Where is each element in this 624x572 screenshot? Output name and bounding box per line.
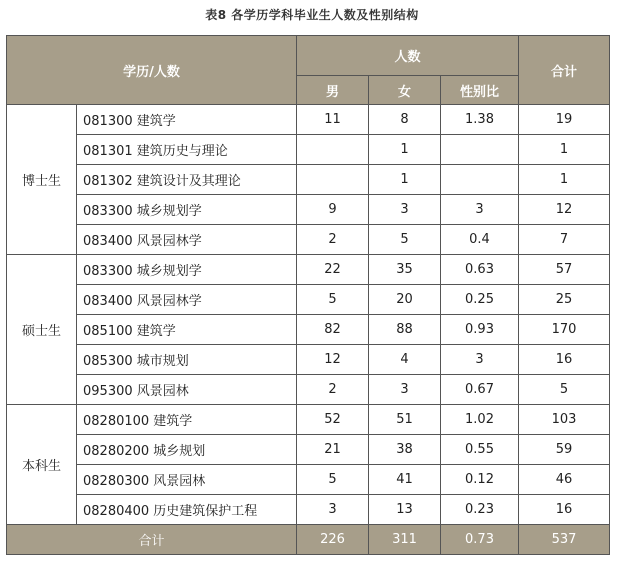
total-ratio: 0.73 <box>441 525 519 555</box>
graduates-table <box>6 35 610 555</box>
female-cell: 88 <box>369 315 441 345</box>
total-cell: 19 <box>519 105 610 135</box>
major-cell: 083300 城乡规划学 <box>77 195 297 225</box>
ratio-cell: 3 <box>441 345 519 375</box>
major-cell: 081300 建筑学 <box>77 105 297 135</box>
total-cell: 16 <box>519 495 610 525</box>
ratio-cell: 0.63 <box>441 255 519 285</box>
header-female: 女 <box>369 76 441 105</box>
total-row <box>7 525 610 555</box>
major-cell: 083400 风景园林学 <box>77 225 297 255</box>
table-title: 表8 各学历学科毕业生人数及性别结构 <box>205 8 419 22</box>
ratio-cell: 3 <box>441 195 519 225</box>
table-row <box>7 165 610 195</box>
ratio-cell <box>441 165 519 195</box>
female-cell: 3 <box>369 195 441 225</box>
major-cell: 085300 城市规划 <box>77 345 297 375</box>
total-cell: 57 <box>519 255 610 285</box>
total-male: 226 <box>297 525 369 555</box>
total-cell: 1 <box>519 165 610 195</box>
major-cell: 083300 城乡规划学 <box>77 255 297 285</box>
table-row <box>7 375 610 405</box>
header-ratio: 性别比 <box>441 76 519 105</box>
header-total: 合计 <box>519 36 610 105</box>
total-cell: 12 <box>519 195 610 225</box>
ratio-cell: 0.93 <box>441 315 519 345</box>
female-cell: 13 <box>369 495 441 525</box>
male-cell <box>297 135 369 165</box>
major-cell: 08280400 历史建筑保护工程 <box>77 495 297 525</box>
table-row <box>7 255 610 285</box>
ratio-cell: 0.55 <box>441 435 519 465</box>
female-cell: 1 <box>369 135 441 165</box>
degree-cell: 硕士生 <box>7 255 77 405</box>
female-cell: 38 <box>369 435 441 465</box>
ratio-cell: 1.02 <box>441 405 519 435</box>
table-row <box>7 435 610 465</box>
male-cell: 52 <box>297 405 369 435</box>
female-cell: 4 <box>369 345 441 375</box>
table-row <box>7 195 610 225</box>
ratio-cell: 0.25 <box>441 285 519 315</box>
ratio-cell <box>441 135 519 165</box>
total-cell: 59 <box>519 435 610 465</box>
male-cell: 12 <box>297 345 369 375</box>
ratio-cell: 0.67 <box>441 375 519 405</box>
female-cell: 35 <box>369 255 441 285</box>
male-cell <box>297 165 369 195</box>
total-cell: 103 <box>519 405 610 435</box>
female-cell: 8 <box>369 105 441 135</box>
total-cell: 7 <box>519 225 610 255</box>
total-female: 311 <box>369 525 441 555</box>
major-cell: 08280300 风景园林 <box>77 465 297 495</box>
table-row <box>7 135 610 165</box>
male-cell: 3 <box>297 495 369 525</box>
major-cell: 08280200 城乡规划 <box>77 435 297 465</box>
total-cell: 25 <box>519 285 610 315</box>
major-cell: 095300 风景园林 <box>77 375 297 405</box>
female-cell: 20 <box>369 285 441 315</box>
female-cell: 3 <box>369 375 441 405</box>
major-cell: 081301 建筑历史与理论 <box>77 135 297 165</box>
total-cell: 170 <box>519 315 610 345</box>
header-count: 人数 <box>297 36 519 76</box>
ratio-cell: 0.23 <box>441 495 519 525</box>
male-cell: 9 <box>297 195 369 225</box>
major-cell: 085100 建筑学 <box>77 315 297 345</box>
table-row <box>7 285 610 315</box>
table-body <box>7 105 610 525</box>
table-row <box>7 315 610 345</box>
female-cell: 51 <box>369 405 441 435</box>
total-label: 合计 <box>7 525 297 555</box>
major-cell: 083400 风景园林学 <box>77 285 297 315</box>
degree-cell: 本科生 <box>7 405 77 525</box>
table-row <box>7 495 610 525</box>
major-cell: 081302 建筑设计及其理论 <box>77 165 297 195</box>
total-cell: 46 <box>519 465 610 495</box>
total-cell: 1 <box>519 135 610 165</box>
male-cell: 22 <box>297 255 369 285</box>
male-cell: 2 <box>297 375 369 405</box>
table-row <box>7 105 610 135</box>
table-row <box>7 405 610 435</box>
female-cell: 1 <box>369 165 441 195</box>
degree-cell: 博士生 <box>7 105 77 255</box>
female-cell: 41 <box>369 465 441 495</box>
total-cell: 16 <box>519 345 610 375</box>
male-cell: 5 <box>297 465 369 495</box>
ratio-cell: 0.4 <box>441 225 519 255</box>
male-cell: 5 <box>297 285 369 315</box>
header-male: 男 <box>297 76 369 105</box>
total-cell: 5 <box>519 375 610 405</box>
male-cell: 11 <box>297 105 369 135</box>
table-row <box>7 225 610 255</box>
major-cell: 08280100 建筑学 <box>77 405 297 435</box>
male-cell: 21 <box>297 435 369 465</box>
ratio-cell: 0.12 <box>441 465 519 495</box>
table-row <box>7 345 610 375</box>
male-cell: 82 <box>297 315 369 345</box>
header-degree-major: 学历/人数 <box>7 36 297 105</box>
male-cell: 2 <box>297 225 369 255</box>
female-cell: 5 <box>369 225 441 255</box>
ratio-cell: 1.38 <box>441 105 519 135</box>
table-row <box>7 465 610 495</box>
total-total: 537 <box>519 525 610 555</box>
